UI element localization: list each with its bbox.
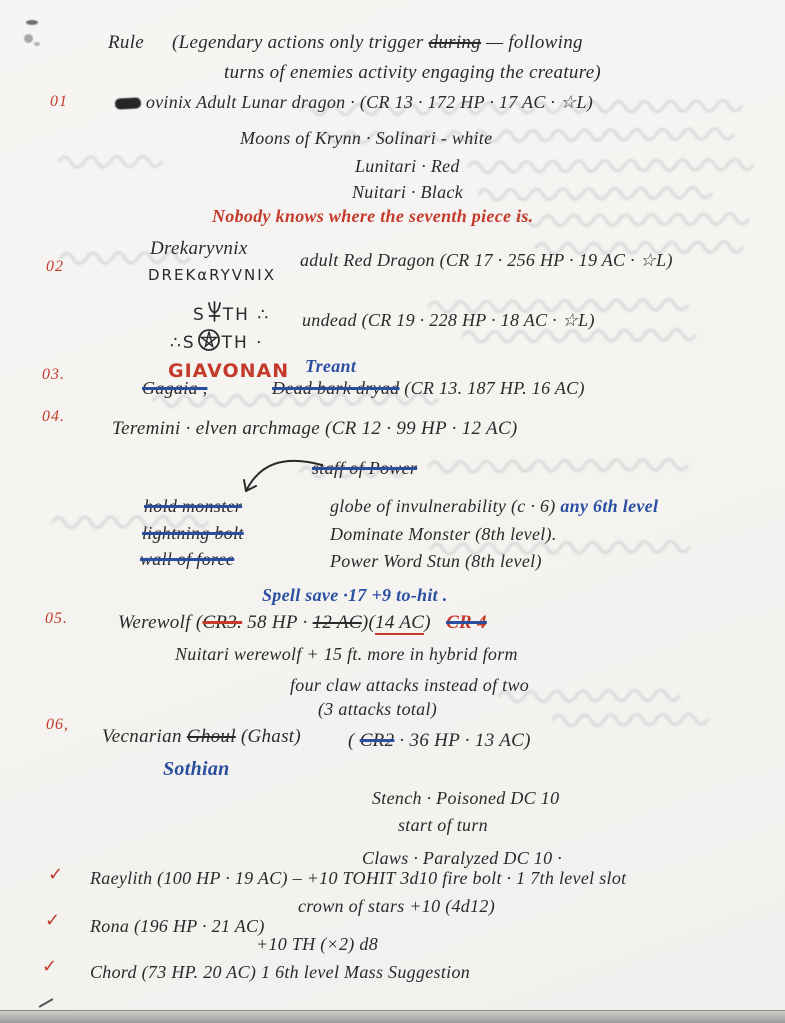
party-raeylith-line: Raeylith (100 HP · 19 AC) – +10 TOHIT 3d10 fire bolt · 1 7th level slot xyxy=(90,868,627,888)
entry-05-hybrid-note: Nuitari werewolf + 15 ft. more in hybrid form xyxy=(175,644,518,664)
entry-06-name-line: Vecnarian Ghoul (Ghast) xyxy=(102,726,301,747)
entry-03-line: Dead bark dryad (CR 13. 187 HP. 16 AC) xyxy=(272,378,585,398)
party-rona-line-2: +10 TH (×2) d8 xyxy=(256,934,378,954)
entry-04-text: Teremini · elven archmage (CR 12 · 99 HP · 12 AC) xyxy=(112,418,518,439)
staff-sigil-icon xyxy=(207,300,222,324)
struck-lightning-bolt: lightning bolt xyxy=(142,523,244,543)
checkmark-icon: ✓ xyxy=(48,864,64,885)
party-rona-line: Rona (196 HP · 21 AC) xyxy=(90,916,265,936)
entry-06-claws: Claws · Paralyzed DC 10 · xyxy=(362,848,563,868)
struck-word-during: during xyxy=(428,32,482,53)
entry-06-stench-2: start of turn xyxy=(398,815,488,835)
checkmark-icon: ✓ xyxy=(45,910,61,931)
struck-ghoul: Ghoul xyxy=(186,726,236,747)
struck-hold-monster: hold monster xyxy=(144,496,243,516)
rule-label: Rule xyxy=(108,32,145,53)
entry-02-name-caps: DREKαRYVNIX xyxy=(148,266,276,284)
soth-sigil-line-2: ∴S TH · xyxy=(170,328,264,353)
entry-03-red-name: GIAVONAN xyxy=(168,360,290,382)
entry-06-stats: ( CR2 · 36 HP · 13 AC) xyxy=(348,730,531,751)
entry-06-blue-name: Sothian xyxy=(163,758,230,780)
entry-05-number: 05. xyxy=(45,610,68,627)
struck-cr4: CR 4 xyxy=(446,612,487,633)
entry-04-number: 04. xyxy=(42,408,65,425)
party-chord-line: Chord (73 HP. 20 AC) 1 6th level Mass Suggestion xyxy=(90,962,471,982)
dominate-monster: Dominate Monster (8th level). xyxy=(330,524,557,544)
checkmark-icon: ✓ xyxy=(42,956,58,977)
entry-03-blue-name: Treant xyxy=(305,356,357,376)
entry-01-red-note: Nobody knows where the seventh piece is. xyxy=(212,206,534,226)
struck-12ac: 12 AC xyxy=(312,612,362,633)
entry-06-number: 06, xyxy=(46,716,69,733)
globe-note: any 6th level xyxy=(560,496,659,516)
entry-05-claw-note: four claw attacks instead of two xyxy=(290,675,530,695)
struck-staff-of-power: staff of Power xyxy=(312,458,418,478)
rule-line-1: (Legendary actions only trigger during — following xyxy=(172,32,583,53)
globe-of-invulnerability: globe of invulnerability (c · 6) any 6th level xyxy=(330,496,659,516)
soth-stats: undead (CR 19 · 228 HP · 18 AC · ☆L) xyxy=(302,310,595,330)
party-raeylith-line-2: crown of stars +10 (4d12) xyxy=(298,896,495,916)
entry-03-struck-name: Gagaia , xyxy=(142,378,208,398)
entry-01-moon-lunitari: Lunitari · Red xyxy=(355,156,460,176)
scribbled-out-word xyxy=(115,98,142,110)
entry-01-moons: Moons of Krynn · Solinari - white xyxy=(240,128,493,148)
ink-smudge xyxy=(34,42,40,46)
entry-06-stench: Stench · Poisoned DC 10 xyxy=(372,788,560,808)
entry-01-number: 01 xyxy=(50,93,68,110)
pen-tick-mark xyxy=(39,998,54,1008)
struck-dead-bark-dryad: Dead bark dryad xyxy=(272,378,400,398)
power-word-stun: Power Word Stun (8th level) xyxy=(330,551,542,571)
entry-01-title: ovinix Adult Lunar dragon · (CR 13 · 172 HP · 17 AC · ☆L) xyxy=(115,92,593,113)
ink-smudge xyxy=(24,34,33,43)
arrow-to-struck-list xyxy=(232,455,327,507)
rule-line-2: turns of enemies activity engaging the creature) xyxy=(224,62,602,83)
entry-02-number: 02 xyxy=(46,258,64,275)
soth-sigil-line-1: S TH ∴ xyxy=(193,300,270,325)
entry-02-stats: adult Red Dragon (CR 17 · 256 HP · 19 AC · ☆L) xyxy=(300,250,673,270)
entry-02-name-script: Drekaryvnix xyxy=(150,238,248,259)
entry-05-line: Werewolf (CR3. 58 HP · 12 AC)(14 AC) CR 4 xyxy=(118,612,487,633)
entry-01-moon-nuitari: Nuitari · Black xyxy=(352,182,463,202)
ink-smudge xyxy=(26,20,38,25)
struck-cr2: CR2 xyxy=(359,730,395,751)
spell-save-note: Spell save ·17 +9 to-hit . xyxy=(262,585,448,605)
struck-wall-of-force: wall of force xyxy=(140,549,235,569)
struck-cr3: CR3. xyxy=(202,612,243,633)
scan-bottom-edge xyxy=(0,1010,785,1023)
pentagram-icon xyxy=(197,328,221,352)
entry-03-number: 03. xyxy=(42,366,65,383)
new-ac-value: 14 AC xyxy=(375,612,425,633)
entry-05-attacks-total: (3 attacks total) xyxy=(318,699,438,719)
